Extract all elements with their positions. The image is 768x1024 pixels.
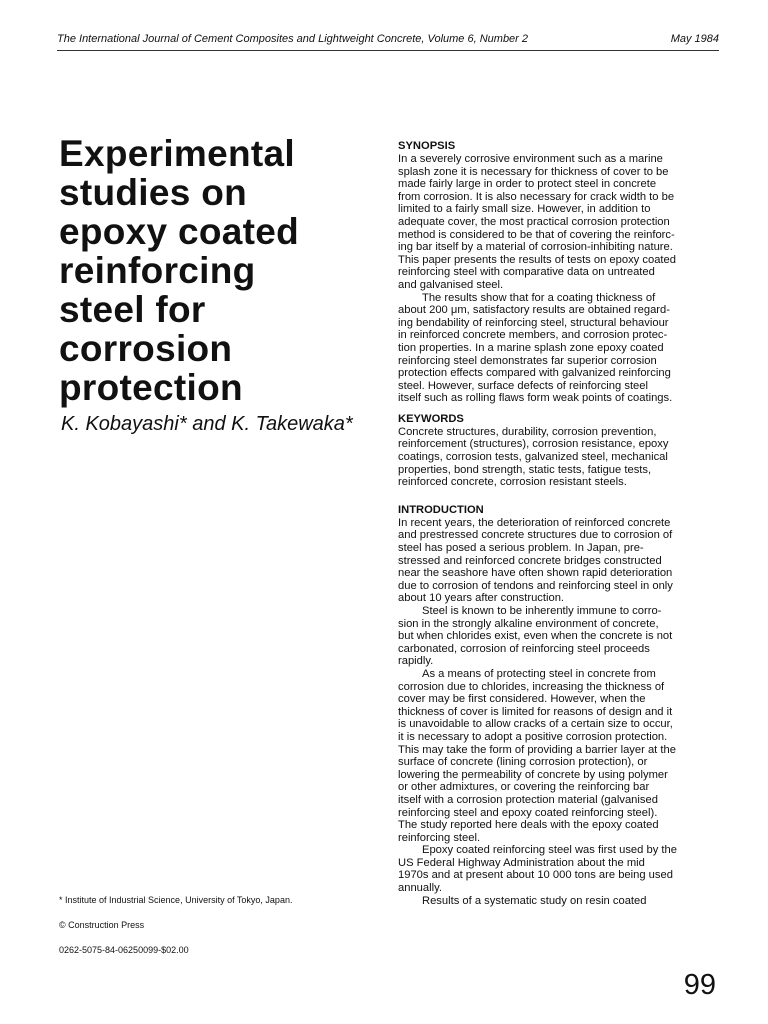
title-line: studies on — [59, 172, 248, 213]
text-line: steel. However, surface defects of reinforcing steel — [398, 379, 648, 392]
text-line: method is considered to be that of covering the reinforc- — [398, 228, 675, 241]
text-line: properties, bond strength, static tests, fatigue tests, — [398, 463, 652, 476]
article-title — [59, 134, 359, 407]
article-code: 0262-5075-84-06250099-$02.00 — [59, 945, 189, 955]
text-line: surface of concrete (lining corrosion protection), or — [398, 756, 648, 769]
text-line: sion in the strongly alkaline environment of concrete, — [398, 617, 659, 630]
text-line: This paper presents the results of tests on epoxy coated — [398, 253, 676, 266]
text-line: and galvanised steel. — [398, 278, 504, 291]
keywords-body — [398, 426, 716, 489]
text-line: in reinforced concrete members, and corrosion protec- — [398, 329, 668, 342]
text-line: due to corrosion of tendons and reinforcing steel in only — [398, 579, 673, 592]
text-line: ing bendability of reinforcing steel, structural behaviour — [398, 316, 669, 329]
text-line: corrosion due to chlorides, increasing the thickness of — [398, 680, 665, 693]
text-line: annually. — [398, 882, 442, 895]
text-line: cover may be first considered. However, when the — [398, 693, 646, 706]
text-line: Epoxy coated reinforcing steel was first used by the — [422, 844, 677, 857]
text-line: Results of a systematic study on resin coated — [422, 894, 647, 907]
text-line: reinforcing steel and epoxy coated reinforcing steel). — [398, 806, 658, 819]
header-rule — [57, 50, 719, 51]
title-line: steel for — [59, 289, 206, 330]
synopsis-heading: SYNOPSIS — [398, 140, 456, 152]
text-line: but when chlorides exist, even when the concrete is not — [398, 630, 673, 643]
journal-citation: The International Journal of Cement Composites and Lightweight Concrete, Volume 6, Number 2 — [57, 33, 529, 45]
text-line: and prestressed concrete structures due to corrosion of — [398, 529, 673, 542]
text-line: The results show that for a coating thickness of — [422, 291, 656, 304]
title-line: protection — [59, 367, 243, 408]
text-line: ing bar itself by a material of corrosion-inhibiting nature. — [398, 241, 673, 254]
page-number: 99 — [683, 969, 716, 1001]
text-line: coatings, corrosion tests, galvanized steel, mechanical — [398, 451, 668, 464]
text-line: 1970s and at present about 10 000 tons are being used — [398, 869, 673, 882]
running-head — [57, 33, 719, 49]
text-line: Steel is known to be inherently immune to corro- — [422, 605, 662, 617]
copyright-notice: © Construction Press — [59, 920, 145, 930]
text-line: steel has posed a serious problem. In Japan, pre- — [398, 542, 644, 555]
title-line: Experimental — [59, 133, 295, 174]
text-line: rapidly. — [398, 655, 434, 668]
text-line: itself with a corrosion protection material (galvanised — [398, 793, 658, 806]
title-line: corrosion — [59, 328, 233, 369]
keywords-heading: KEYWORDS — [398, 412, 464, 425]
text-line: Concrete structures, durability, corrosion prevention, — [398, 425, 657, 438]
text-line: about 200 μm, satisfactory results are obtained regard- — [398, 304, 670, 317]
title-line: epoxy coated — [59, 211, 300, 252]
text-line: reinforced concrete, corrosion resistant steels. — [398, 476, 627, 489]
text-line: In recent years, the deterioration of reinforced concrete — [398, 516, 671, 529]
text-line: about 10 years after construction. — [398, 592, 565, 605]
text-line: tion properties. In a marine splash zone epoxy coated — [398, 341, 664, 354]
text-line: In a severely corrosive environment such as a marine — [398, 153, 663, 165]
text-line: or other admixtures, or covering the reinforcing bar — [398, 781, 650, 794]
footnotes — [59, 894, 359, 969]
text-line: it is necessary to adopt a positive corrosion protection. — [398, 730, 668, 743]
title-line: reinforcing — [59, 250, 256, 291]
text-line: is unavoidable to allow cracks of a certain size to occur, — [398, 718, 673, 731]
text-line: thickness of cover is limited for reasons of design and it — [398, 705, 673, 718]
text-line: stressed and reinforced concrete bridges constructed — [398, 554, 662, 567]
text-line: US Federal Highway Administration about the mid — [398, 856, 645, 869]
authors: K. Kobayashi* and K. Takewaka* — [61, 413, 353, 435]
text-line: reinforcing steel with comparative data on untreated — [398, 266, 655, 279]
text-line: This may take the form of providing a barrier layer at the — [398, 743, 676, 756]
text-line: itself such as rolling flaws form weak points of coatings. — [398, 392, 673, 405]
text-line: near the seashore have often shown rapid deterioration — [398, 567, 673, 580]
text-line: limited to a fairly small size. However, in addition to — [398, 203, 651, 216]
text-line: protection effects compared with galvanized reinforcing — [398, 367, 671, 380]
right-column — [398, 140, 716, 907]
introduction-body — [398, 517, 716, 907]
text-line: carbonated, corrosion of reinforcing steel proceeds — [398, 642, 650, 655]
text-line: made fairly large in order to protect steel in concrete — [398, 178, 657, 191]
text-line: reinforcing steel demonstrates far superior corrosion — [398, 354, 657, 367]
introduction-heading: INTRODUCTION — [398, 503, 484, 516]
text-line: reinforcement (structures), corrosion resistance, epoxy — [398, 438, 669, 451]
text-line: The study reported here deals with the epoxy coated — [398, 819, 659, 832]
text-line: adequate cover, the most practical corrosion protection — [398, 215, 670, 228]
text-line: splash zone it is necessary for thickness of cover to be — [398, 165, 669, 178]
text-line: from corrosion. It is also necessary for crack width to be — [398, 190, 675, 203]
text-line: As a means of protecting steel in concrete from — [422, 667, 656, 680]
issue-date: May 1984 — [670, 33, 719, 45]
text-line: lowering the permeability of concrete by using polymer — [398, 768, 668, 781]
synopsis-body — [398, 153, 716, 405]
affiliation-footnote: * Institute of Industrial Science, University of Tokyo, Japan. — [59, 895, 293, 905]
text-line: reinforcing steel. — [398, 831, 481, 844]
